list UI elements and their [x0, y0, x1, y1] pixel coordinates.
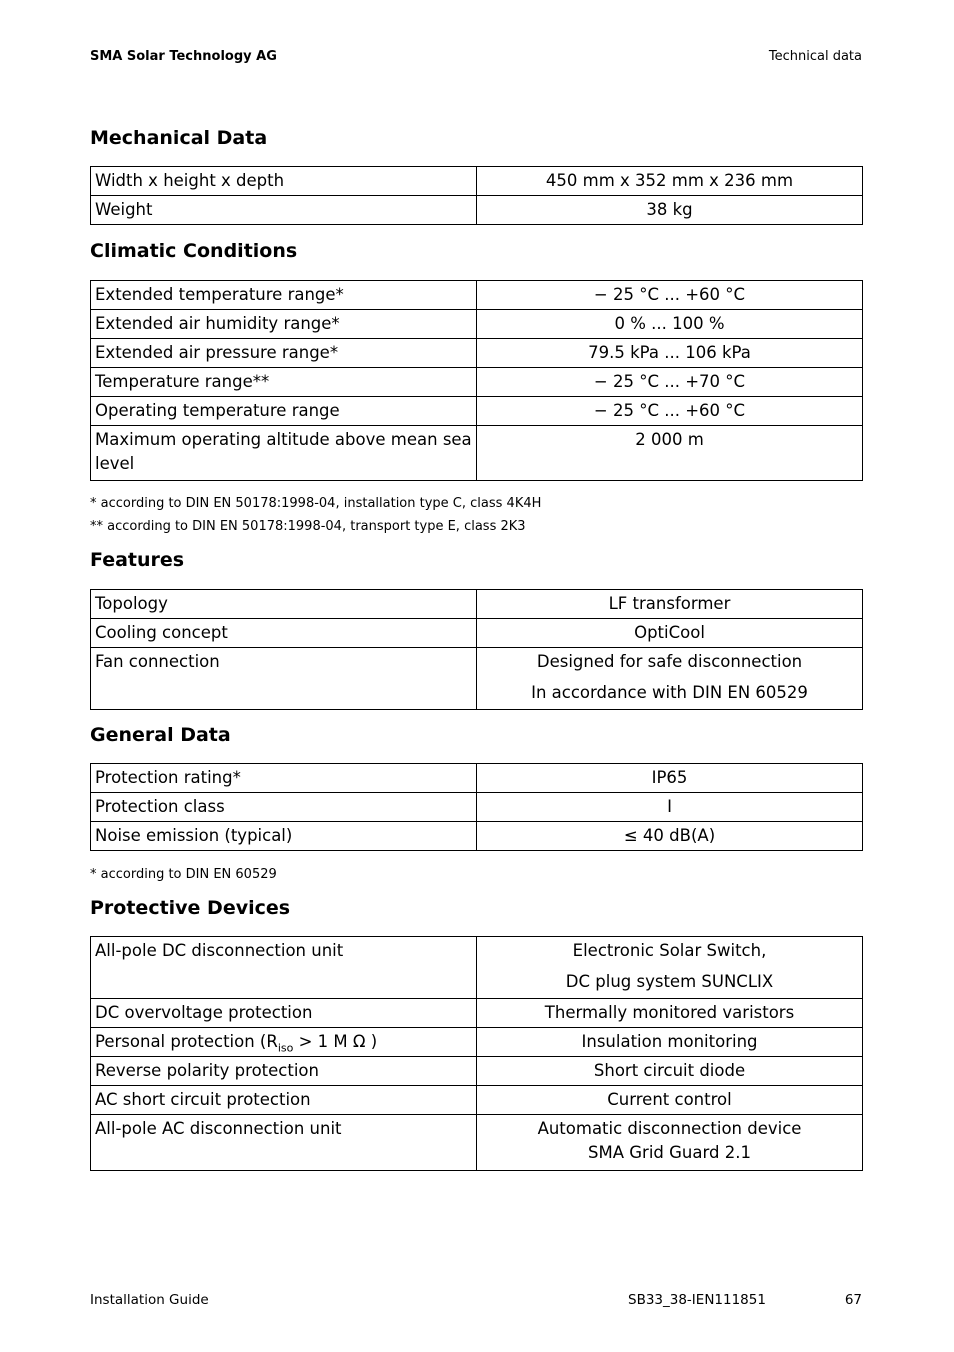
row-value: LF transformer: [477, 590, 863, 619]
table-row: [91, 648, 863, 710]
row-label: Protection class: [91, 793, 477, 822]
table-row: [91, 1057, 863, 1086]
row-label: Temperature range**: [91, 368, 477, 397]
row-label: Operating temperature range: [91, 397, 477, 426]
footer-doc-title: Installation Guide: [90, 1292, 209, 1308]
table-row: [91, 619, 863, 648]
row-value: − 25 °C ... +60 °C: [477, 397, 863, 426]
row-label: DC overvoltage protection: [91, 999, 477, 1028]
row-value: I: [477, 793, 863, 822]
table-row: [91, 339, 863, 368]
row-value: 2 000 m: [477, 426, 863, 481]
general-title: General Data: [90, 724, 231, 746]
label-text-post: > 1 M Ω ): [293, 1032, 378, 1051]
row-value: 0 % ... 100 %: [477, 310, 863, 339]
header-section: Technical data: [768, 49, 862, 64]
row-label: Topology: [91, 590, 477, 619]
row-label: Extended air pressure range*: [91, 339, 477, 368]
row-label: Width x height x depth: [91, 167, 477, 196]
row-value: [477, 937, 863, 999]
row-value: [477, 1115, 863, 1171]
row-label: All-pole AC disconnection unit: [91, 1115, 477, 1171]
row-label: Fan connection: [91, 648, 477, 710]
label-text-pre: Personal protection (R: [95, 1032, 278, 1051]
row-value: IP65: [477, 764, 863, 793]
table-row: [91, 590, 863, 619]
table-row: [91, 167, 863, 196]
table-row: [91, 281, 863, 310]
table-row: [91, 793, 863, 822]
climatic-title: Climatic Conditions: [90, 240, 298, 262]
row-value: 38 kg: [477, 196, 863, 225]
table-row: [91, 1086, 863, 1115]
row-label: Noise emission (typical): [91, 822, 477, 851]
row-value: Short circuit diode: [477, 1057, 863, 1086]
row-label: All-pole DC disconnection unit: [91, 937, 477, 999]
table-row: [91, 368, 863, 397]
climatic-footnote-1: * according to DIN EN 50178:1998-04, installation type C, class 4K4H: [90, 496, 542, 511]
climatic-table: [90, 280, 863, 481]
value-line-2: DC plug system SUNCLIX: [565, 972, 774, 991]
footer-doc-code: SB33_38-IEN111851: [628, 1292, 766, 1308]
protective-title: Protective Devices: [90, 897, 291, 919]
row-label: Weight: [91, 196, 477, 225]
row-label: Extended temperature range*: [91, 281, 477, 310]
row-value: Thermally monitored varistors: [477, 999, 863, 1028]
value-line-1: Designed for safe disconnection: [536, 652, 803, 671]
table-row: [91, 999, 863, 1028]
header-company: SMA Solar Technology AG: [90, 49, 277, 64]
value-line-1: Automatic disconnection device: [537, 1119, 802, 1138]
row-label: AC short circuit protection: [91, 1086, 477, 1115]
row-value: − 25 °C ... +60 °C: [477, 281, 863, 310]
row-value: [477, 648, 863, 710]
table-row: [91, 1115, 863, 1171]
table-row: [91, 1028, 863, 1057]
value-line-2: SMA Grid Guard 2.1: [588, 1143, 751, 1162]
mechanical-table: [90, 166, 863, 225]
features-table: [90, 589, 863, 710]
row-label: Maximum operating altitude above mean sea level: [91, 426, 477, 481]
value-line-2: In accordance with DIN EN 60529: [531, 683, 808, 702]
row-label: Protection rating*: [91, 764, 477, 793]
row-value: OptiCool: [477, 619, 863, 648]
row-value: Current control: [477, 1086, 863, 1115]
table-row: [91, 426, 863, 481]
features-title: Features: [90, 549, 185, 571]
row-label: Cooling concept: [91, 619, 477, 648]
table-row: [91, 397, 863, 426]
row-value: 79.5 kPa ... 106 kPa: [477, 339, 863, 368]
general-footnote: * according to DIN EN 60529: [90, 867, 277, 882]
row-value: ≤ 40 dB(A): [477, 822, 863, 851]
table-row: [91, 310, 863, 339]
protective-table: [90, 936, 863, 1171]
row-value: − 25 °C ... +70 °C: [477, 368, 863, 397]
row-value: 450 mm x 352 mm x 236 mm: [477, 167, 863, 196]
row-label: Reverse polarity protection: [91, 1057, 477, 1086]
general-table: [90, 763, 863, 851]
value-line-1: Electronic Solar Switch,: [572, 941, 767, 960]
mechanical-title: Mechanical Data: [90, 127, 268, 149]
table-row: [91, 937, 863, 999]
table-row: [91, 764, 863, 793]
table-row: [91, 196, 863, 225]
table-row: [91, 822, 863, 851]
row-label: Extended air humidity range*: [91, 310, 477, 339]
climatic-footnote-2: ** according to DIN EN 50178:1998-04, transport type E, class 2K3: [90, 519, 526, 534]
page-number: 67: [844, 1292, 862, 1308]
row-value: Insulation monitoring: [477, 1028, 863, 1057]
row-label: [91, 1028, 477, 1057]
label-subscript: iso: [277, 1041, 294, 1055]
